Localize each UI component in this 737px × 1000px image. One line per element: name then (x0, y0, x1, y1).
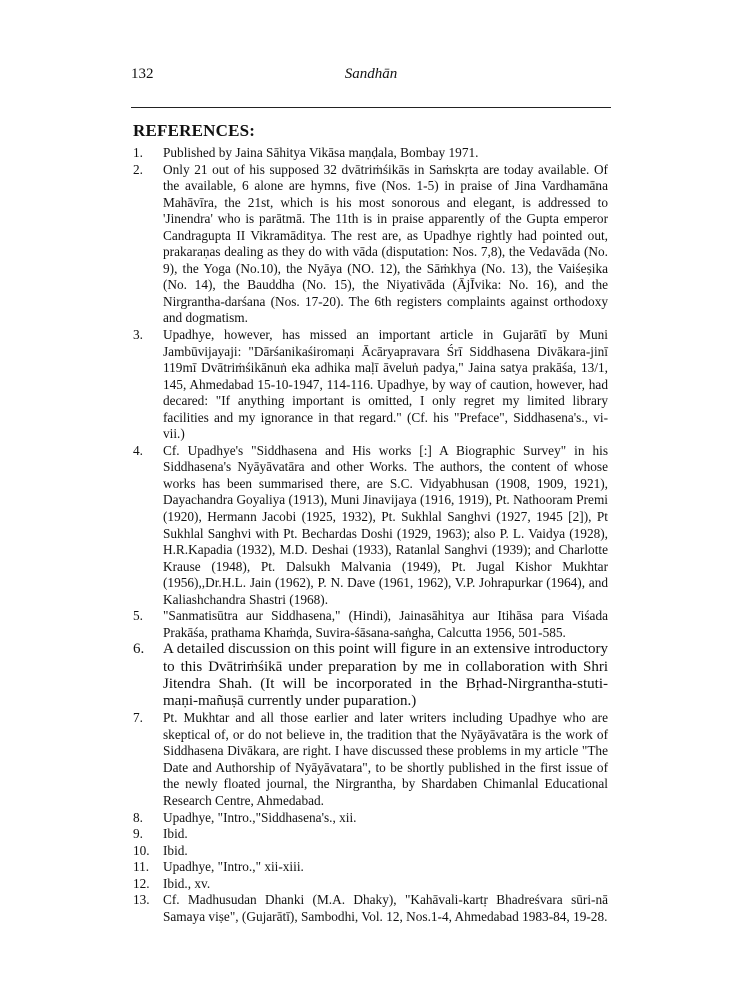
reference-text: Pt. Mukhtar and all those earlier and later writers including Upadhye who are skeptical of, or do not believe in, the tradition that the Nyāyāvatāra is the work of Siddhasena Divākara, are right. I have discussed these problems in my article "The Date and Authorship of Nyāyāvatara", to be shortly published in the first issue of the newly floated journal, the Nirgrantha, by Shardaben Chimanlal Educational Research Centre, Ahmedabad. (163, 710, 608, 808)
reference-text: Upadhye, "Intro.,"Siddhasena's., xii. (163, 809, 357, 825)
reference-number: 7. (133, 710, 143, 726)
reference-text: Upadhye, "Intro.," xii-xiii. (163, 859, 304, 875)
reference-number: 9. (133, 826, 143, 842)
reference-text: Cf. Madhusudan Dhanki (M.A. Dhaky), "Kahāvali-kartṛ Bhadreśvara sūri-nā Samaya viṣe", (Gujarātī), Sambodhi, Vol. 12, Nos.1-4, Ahmedabad 1983-84, 19-28. (163, 892, 608, 924)
reference-text: Published by Jaina Sāhitya Vikāsa maṇḍala, Bombay 1971. (163, 145, 479, 160)
reference-number: 13. (133, 892, 150, 908)
reference-text: Only 21 out of his supposed 32 dvātriṁśikās in Saṁskṛta are today available. Of the available, 6 alone are hymns, five (Nos. 1-5) in praise of Jina Vardhamāna Mahāvīra, the 21st, which is his most sonorous and elegant, is addressed to 'Jinendra' who is parātmā. The 11th is in praise apparently of the Gupta emperor Candragupta II Vikramāditya. The rest are, as Upadhye rightly had pointed out, prakaraṇas dealing as they do with vāda (disputation: Nos. 7,8), the Vedavāda (No. 9), the Yoga (No.10), the Nyāya (NO. 12), the Sāṁkhya (No. 13), the Vaiśeṣika (No. 14), the Bauddha (No. 15), the Niyativāda (ĀjĪvika: No. 16), and the Nirgrantha-darśana (Nos. 17-20). The 6th registers complaints against orthodoxy and dogmatism. (163, 161, 608, 326)
reference-text: Ibid. (163, 842, 188, 858)
reference-text: Cf. Upadhye's "Siddhasena and His works [:] A Biographic Survey" in his Siddhasena's Nyāyāvatāra and other Works. The authors, the content of whose works has been summarised there, are S.C. Vidyabhusan (1908, 1909, 1921), Dayachandra Goyaliya (1913), Muni Jinavijaya (1916, 1919), Pt. Nathooram Premi (1920), Hermann Jacobi (1925, 1932), Pt. Sukhlal Sanghvi (1927, 1945 [2]), Pt Sukhlal Sanghvi with Pt. Bechardas Doshi (1929, 1963); also P. L. Vaidya (1928), H.R.Kapadia (1932), M.D. Deshai (1933), Ratanlal Sanghvi (1939); and Charlotte Krause (1948), Pt. Dalsukh Malvania (1949), Pt. Jugal Kishor Mukhtar (1956),,Dr.H.L. Jain (1962), P. N. Dave (1961, 1962), V.P. Johrapurkar (1964), and Kaliashchandra Shastri (1968). (163, 442, 608, 607)
reference-item (133, 641, 608, 710)
reference-item (133, 327, 608, 443)
reference-number: 4. (133, 442, 143, 458)
reference-text: "Sanmatisūtra aur Siddhasena," (Hindi), Jainasāhitya aur Itihāsa para Viśada Prakāśa, prathama Khaṁḍa, Suvira-śāsana-saṅgha, Calcutta 1956, 501-585. (163, 608, 608, 640)
reference-text: Upadhye, however, has missed an important article in Gujarātī by Muni Jambūvijayaji: "Dārśanikaśiromaṇi Ācāryapravara Śrī Siddhasena Divākara-jinī 119mī Dvātriṁśikānuṅ eka adhika maḷī āveluṅ padya," Jaina satya prakāśa, 13/1, 145, Ahmedabad 15-10-1947, 114-116. Upadhye, by way of caution, however, had decared: "If anything important is omitted, I only regret my limited library facilities and my ignorance in that regard." (Cf. his "Preface", Siddhasena's., vi-vii.) (163, 327, 608, 442)
running-title: Sandhān (344, 66, 398, 82)
reference-number: 12. (133, 875, 150, 891)
page-header (131, 66, 611, 88)
reference-number: 2. (133, 161, 143, 177)
page-number: 132 (131, 66, 154, 82)
reference-item (133, 608, 608, 641)
reference-item (133, 710, 608, 809)
reference-number: 8. (133, 809, 143, 825)
reference-text: A detailed discussion on this point will figure in an extensive introductory to this Dvātriṁśikā under preparation by me in collaboration with Shri Jitendra Shah. (It will be incorporated in the Bṛhad-Nirgrantha-stuti-maṇi-mañuṣā currently under puparation.) (163, 641, 608, 710)
reference-text: Ibid. (163, 826, 188, 842)
reference-number: 5. (133, 608, 143, 624)
reference-text: Ibid., xv. (163, 875, 211, 891)
reference-number: 11. (133, 859, 150, 875)
header-rule (131, 107, 611, 108)
reference-item (133, 443, 608, 608)
reference-item (133, 145, 608, 162)
reference-number: 3. (133, 327, 143, 343)
references-list (133, 145, 608, 925)
reference-number: 6. (133, 641, 145, 658)
reference-item (133, 876, 608, 893)
reference-item (133, 826, 608, 843)
reference-item (133, 892, 608, 925)
reference-item (133, 843, 608, 860)
references-heading: REFERENCES: (133, 121, 256, 140)
reference-item (133, 162, 608, 327)
reference-item (133, 859, 608, 876)
reference-item (133, 810, 608, 827)
reference-number: 1. (133, 145, 143, 160)
reference-number: 10. (133, 842, 150, 858)
